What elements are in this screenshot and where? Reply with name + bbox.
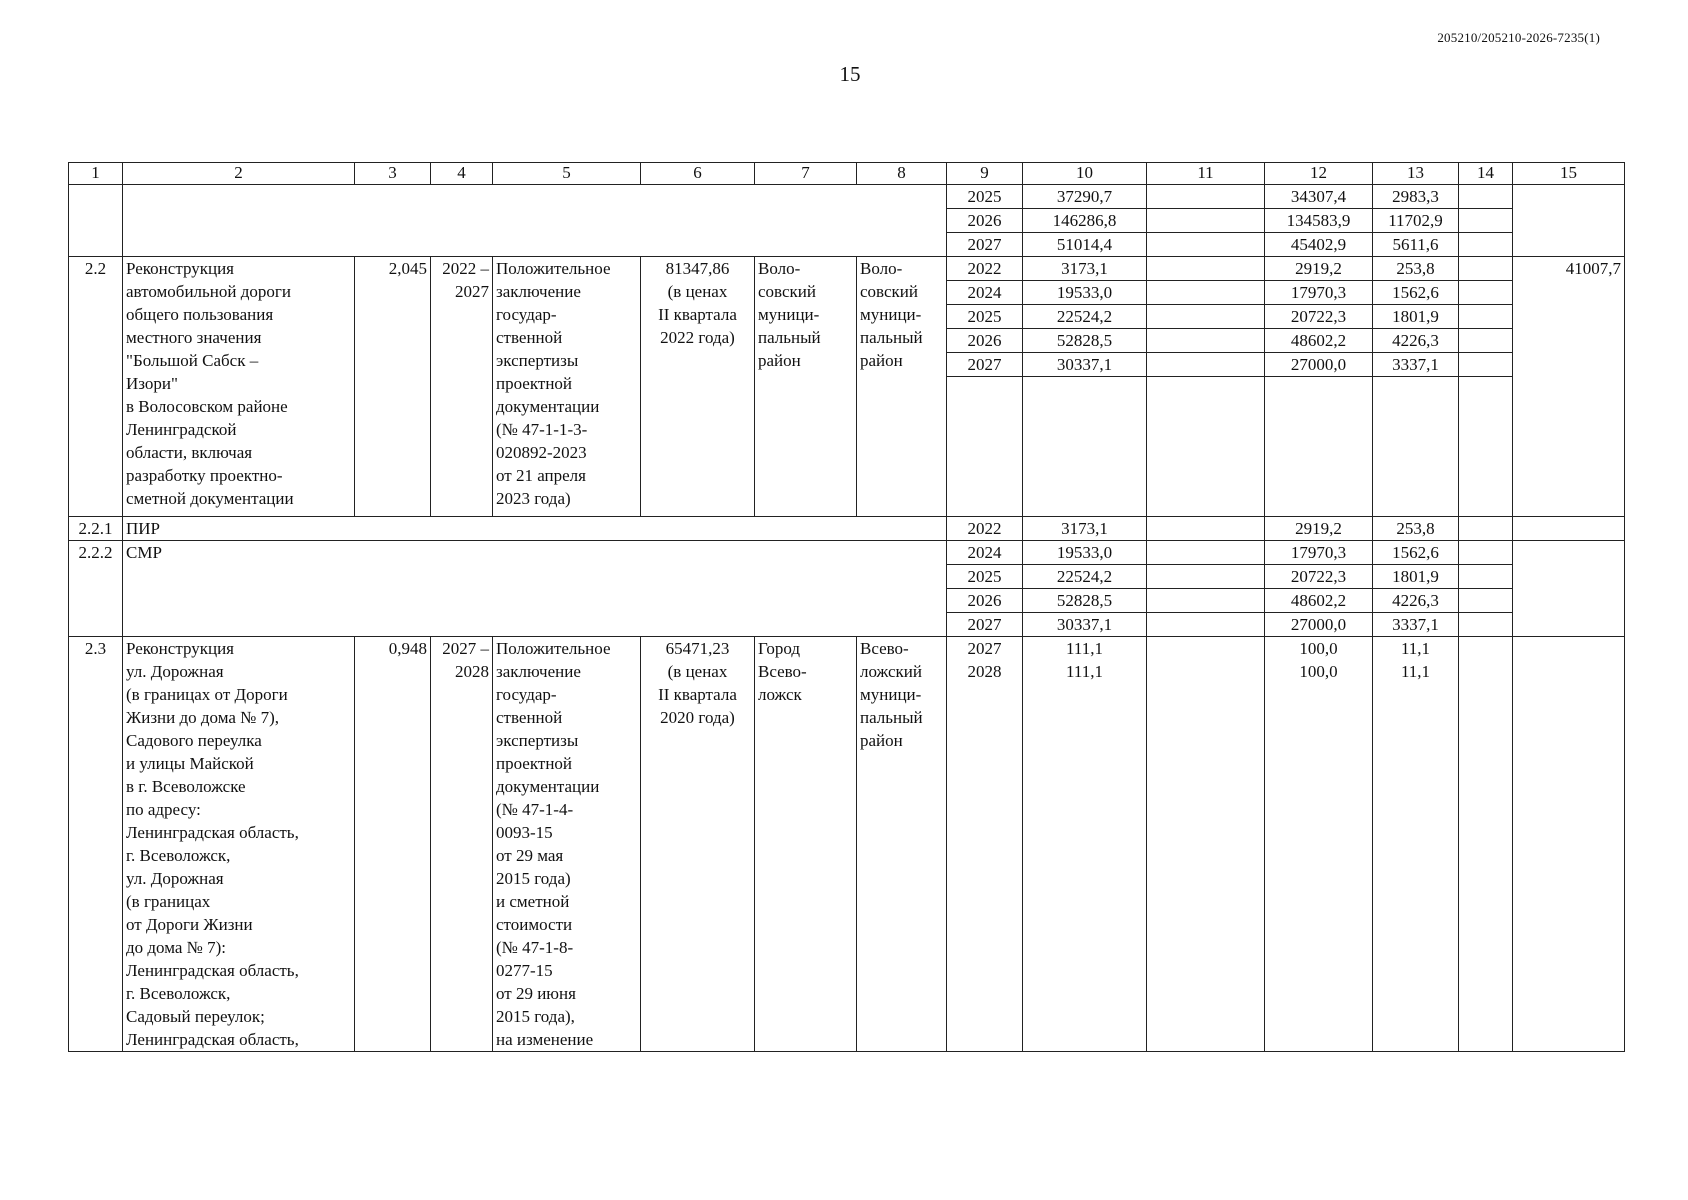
cell [1023,683,1147,1051]
item-period: 2022 – 2027 [431,257,493,517]
value-cell: 20722,3 [1265,305,1373,329]
item-basis: Положительное заключение государ- ственной экспертизы проектной документации (№ 47-1-4- 0093-15 от 29 мая 2015 года) и сметной стоимости (№ 47-1-8- 0277-15 от 29 июня 2015 года), на изменение [493,637,641,1052]
cell [1147,377,1265,517]
value-cell: 2983,3 [1373,185,1459,209]
cell [1147,305,1265,329]
total-cell: 19533,0 [1023,541,1147,565]
col-header: 9 [947,163,1023,185]
value-cell: 253,8 [1373,257,1459,281]
total-cell: 22524,2 [1023,565,1147,589]
value-cell: 2919,2 [1265,257,1373,281]
page-number: 15 [839,62,861,86]
cell [1147,257,1265,281]
year-cell: 2027 [947,353,1023,377]
total-cell: 52828,5 [1023,589,1147,613]
year-cell: 2025 [947,565,1023,589]
cell [1513,517,1625,541]
cell [1513,637,1625,1052]
value-cell: 48602,2 [1265,329,1373,353]
cell [1459,377,1513,517]
year-cell: 2026 [947,209,1023,233]
cell [1459,565,1513,589]
item-length: 2,045 [355,257,431,517]
col-header: 14 [1459,163,1513,185]
cell [1459,209,1513,233]
table-row [69,541,1625,565]
col-header: 5 [493,163,641,185]
value-cell: 2919,2 [1265,517,1373,541]
item-number: 2.2.2 [69,541,123,637]
value-cell: 1562,6 [1373,541,1459,565]
year-cell: 2027 [947,637,1023,661]
total-cell: 111,1 [1023,660,1147,683]
value-cell: 1801,9 [1373,565,1459,589]
program-table [68,162,1625,1052]
cell [1147,281,1265,305]
value-cell: 4226,3 [1373,589,1459,613]
value-cell: 100,0 [1265,660,1373,683]
cell [947,377,1023,517]
cell [1147,185,1265,209]
cell [1459,613,1513,637]
year-cell: 2027 [947,233,1023,257]
total-cell: 3173,1 [1023,257,1147,281]
cell [1147,589,1265,613]
item-cost: 81347,86 (в ценах II квартала 2022 года) [641,257,755,517]
col-header: 13 [1373,163,1459,185]
cell [123,185,947,257]
item-location: Воло- совский муници- пальный район [755,257,857,517]
total-cell: 51014,4 [1023,233,1147,257]
item-location: Город Всево- ложск [755,637,857,1052]
total-cell: 22524,2 [1023,305,1147,329]
item-basis: Положительное заключение государ- ственной экспертизы проектной документации (№ 47-1-1-3- 020892-2023 от 21 апреля 2023 года) [493,257,641,517]
cell [1265,377,1373,517]
item-name: СМР [123,541,947,637]
item-length: 0,948 [355,637,431,1052]
col-header: 11 [1147,163,1265,185]
cell [1459,257,1513,281]
total-cell: 37290,7 [1023,185,1147,209]
total-cell: 19533,0 [1023,281,1147,305]
cell [69,185,123,257]
cell [1147,329,1265,353]
col-header: 10 [1023,163,1147,185]
cell [1147,565,1265,589]
cell [1373,377,1459,517]
value-cell: 134583,9 [1265,209,1373,233]
total-cell: 3173,1 [1023,517,1147,541]
item-number: 2.3 [69,637,123,1052]
value-cell: 3337,1 [1373,353,1459,377]
value-cell: 48602,2 [1265,589,1373,613]
cell [1147,209,1265,233]
cell [1147,541,1265,565]
cell [1459,541,1513,565]
cell [1459,353,1513,377]
year-cell: 2022 [947,257,1023,281]
table-row [69,637,1625,661]
cell [1147,517,1265,541]
value-cell: 11,1 [1373,637,1459,661]
header-row [69,163,1625,185]
cell [1147,637,1265,1052]
cell [1147,233,1265,257]
value-cell: 11,1 [1373,660,1459,683]
value-cell: 11702,9 [1373,209,1459,233]
value-cell: 3337,1 [1373,613,1459,637]
cell [1459,233,1513,257]
year-cell: 2026 [947,589,1023,613]
total-cell: 146286,8 [1023,209,1147,233]
value-cell: 27000,0 [1265,613,1373,637]
cell [1459,637,1513,1052]
value-cell: 4226,3 [1373,329,1459,353]
item-cost: 65471,23 (в ценах II квартала 2020 года) [641,637,755,1052]
value-cell: 17970,3 [1265,281,1373,305]
item-recipient: Воло- совский муници- пальный район [857,257,947,517]
year-cell: 2024 [947,281,1023,305]
item-number: 2.2.1 [69,517,123,541]
total-cell: 30337,1 [1023,613,1147,637]
cell [1459,281,1513,305]
cell [1459,517,1513,541]
col-header: 3 [355,163,431,185]
cell [1373,683,1459,1051]
total-cell: 111,1 [1023,637,1147,661]
document-code: 205210/205210-2026-7235(1) [1437,30,1600,45]
cell [1513,541,1625,637]
year-cell: 2025 [947,185,1023,209]
value-cell: 34307,4 [1265,185,1373,209]
col-header: 12 [1265,163,1373,185]
year-cell: 2026 [947,329,1023,353]
cell [1459,589,1513,613]
value-cell: 17970,3 [1265,541,1373,565]
year-cell: 2022 [947,517,1023,541]
value-cell: 45402,9 [1265,233,1373,257]
cell [1459,305,1513,329]
year-cell: 2028 [947,660,1023,683]
total-cell: 52828,5 [1023,329,1147,353]
item-name: ПИР [123,517,947,541]
col-header: 2 [123,163,355,185]
col-header: 6 [641,163,755,185]
item-recipient: Всево- ложский муници- пальный район [857,637,947,1052]
item-name: Реконструкция автомобильной дороги общего пользования местного значения "Большой Сабск – Изори" в Волосовском районе Ленинградской области, включая разработку проектно- сметной документации [123,257,355,517]
table-row [69,257,1625,281]
table-row [69,517,1625,541]
col-header: 15 [1513,163,1625,185]
cell [1147,613,1265,637]
table-row [69,185,1625,209]
value-cell: 253,8 [1373,517,1459,541]
value-cell: 5611,6 [1373,233,1459,257]
cell [1459,329,1513,353]
value-cell: 20722,3 [1265,565,1373,589]
cell [1023,377,1147,517]
item-col15: 41007,7 [1513,257,1625,517]
total-cell: 30337,1 [1023,353,1147,377]
year-cell: 2024 [947,541,1023,565]
item-name: Реконструкция ул. Дорожная (в границах от Дороги Жизни до дома № 7), Садового переулка и улицы Майской в г. Всеволожске по адресу: Ленинградская область, г. Всеволожск, ул. Дорожная (в границах от Дороги Жизни до дома № 7): Ленинградская область, г. Всеволожск, Садовый переулок; Ленинградская область, [123,637,355,1052]
year-cell: 2027 [947,613,1023,637]
col-header: 4 [431,163,493,185]
cell [1513,185,1625,257]
year-cell: 2025 [947,305,1023,329]
value-cell: 1801,9 [1373,305,1459,329]
value-cell: 27000,0 [1265,353,1373,377]
value-cell: 100,0 [1265,637,1373,661]
item-number: 2.2 [69,257,123,517]
col-header: 1 [69,163,123,185]
value-cell: 1562,6 [1373,281,1459,305]
cell [1265,683,1373,1051]
col-header: 7 [755,163,857,185]
cell [1147,353,1265,377]
item-period: 2027 – 2028 [431,637,493,1052]
cell [1459,185,1513,209]
col-header: 8 [857,163,947,185]
cell [947,683,1023,1051]
